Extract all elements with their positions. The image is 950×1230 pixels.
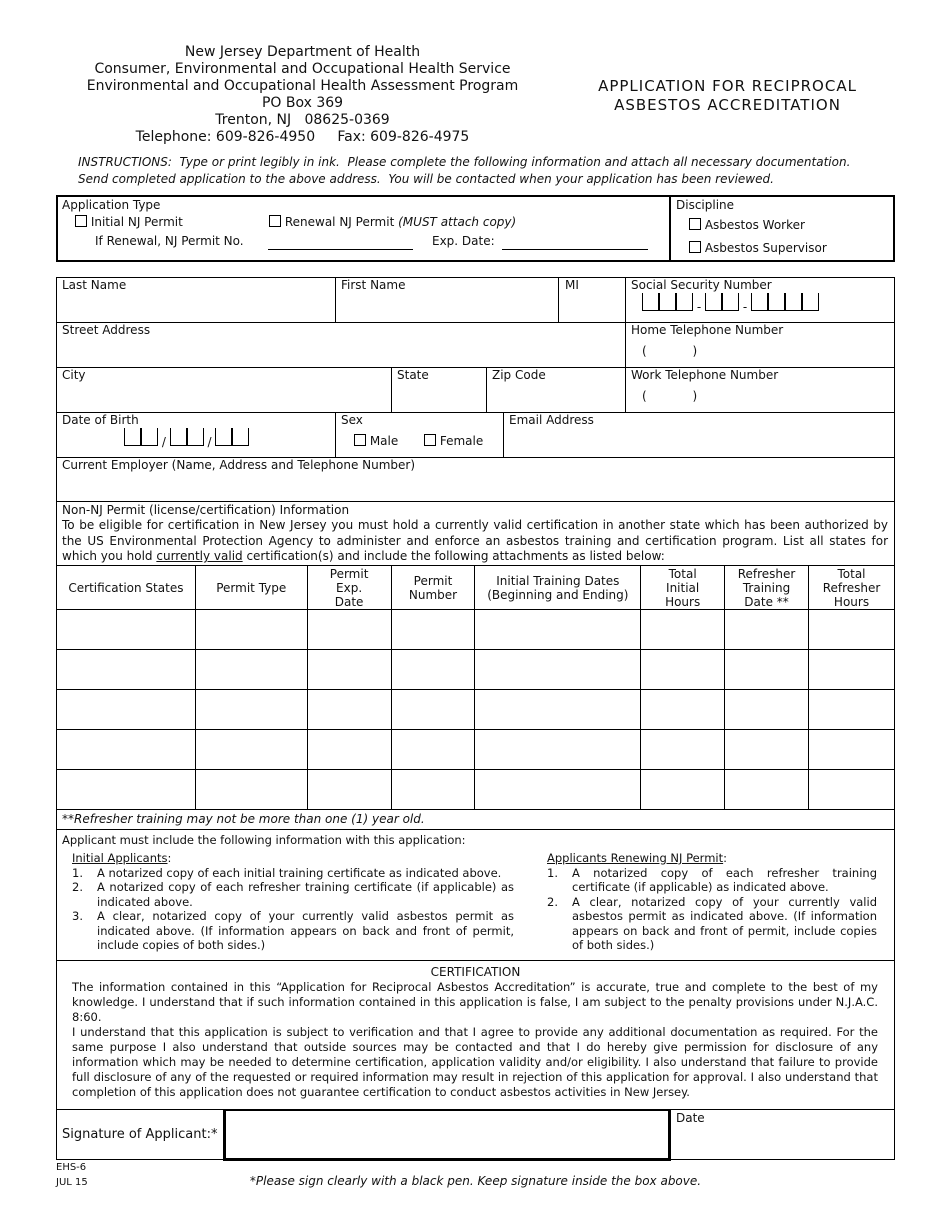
mi-field[interactable]: MI [565,278,579,292]
form-id: EHS-6 [56,1162,87,1173]
sex-label: Sex [341,413,363,427]
table-cell[interactable] [725,770,809,810]
table-header: Permit Number [391,566,475,610]
table-row [57,770,895,810]
ssn-label: Social Security Number [631,278,772,292]
table-cell[interactable] [475,610,641,650]
table-cell[interactable] [809,770,895,810]
non-nj-underlined: currently valid [156,549,243,563]
male-checkbox[interactable] [354,434,366,446]
certification-paragraph: I understand that this application is subject to verification and that I agree to provide any additional documentation as required. For the same purpose I also understand that outside sources may be contacted and that I do hereby give permission for disclosure of any information which may be needed to determine certification, application validity and/or eligibility. I also understand that failure to provide full disclosure of any of the requested or required information may result in rejection of this application for approval. I also understand that completion of this application does not guarantee certification to conduct asbestos activities in New Jersey. [72,1025,878,1099]
renewal-permit-label: Renewal NJ Permit [284,215,395,229]
table-cell[interactable] [475,650,641,690]
table-cell[interactable] [391,770,475,810]
discipline-divider [669,195,671,262]
table-cell[interactable] [809,730,895,770]
certification-text [72,980,878,1100]
home-phone-input[interactable]: ( ) [642,344,698,358]
asbestos-supervisor-option[interactable] [689,241,827,256]
table-cell[interactable] [725,610,809,650]
refresher-note: **Refresher training may not be more than one (1) year old. [62,812,425,826]
table-header: Initial Training Dates (Beginning and Ending) [475,566,641,610]
first-name-field[interactable]: First Name [341,278,406,292]
table-cell[interactable] [725,650,809,690]
table-header: Permit Type [195,566,307,610]
instructions-text: Type or print legibly in ink. Please complete the following information and attach all necessary documentation. Send completed application to the above address. You will be contacted when your application has been reviewed. [78,155,855,186]
zip-code-field[interactable]: Zip Code [492,368,546,382]
last-name-field[interactable]: Last Name [62,278,127,292]
certification-heading: CERTIFICATION [430,965,521,979]
ssn-input[interactable]: - - [642,293,819,314]
table-cell[interactable] [57,690,196,730]
asbestos-worker-label: Asbestos Worker [704,218,805,232]
form-title-line: APPLICATION FOR RECIPROCAL [598,77,857,95]
form-revision: JUL 15 [56,1177,88,1188]
non-nj-heading: Non-NJ Permit (license/certification) Information [62,503,350,517]
table-header: Total Refresher Hours [809,566,895,610]
discipline-label: Discipline [676,198,735,212]
list-item: 1. A notarized copy of each initial training certificate as indicated above. [72,865,502,880]
table-cell[interactable] [809,650,895,690]
agency-line: PO Box 369 [261,95,344,111]
table-cell[interactable] [391,730,475,770]
certification-paragraph: The information contained in this “Application for Reciprocal Asbestos Accreditation” is accurate, true and complete to the best of my knowledge. I understand that if such information contained in this application is false, I am subject to the penalty provisions under N.J.A.C. 8:60. [72,980,878,1024]
signature-label: Signature of Applicant:* [62,1127,218,1142]
col-divider [335,277,336,322]
col-divider [391,367,392,412]
city-field[interactable]: City [62,368,86,382]
non-nj-text-part: certification(s) and include the following attachments as listed below: [242,549,665,563]
renewal-permit-no-label: If Renewal, NJ Permit No. [95,234,244,248]
signature-note: *Please sign clearly with a black pen. Keep signature inside the box above. [249,1174,702,1188]
non-nj-text-part: To be eligible for certification in New Jersey you must hold a currently valid certification in another state which has been authorized by the US Environmental Protection Agency to administer and enforce an asbestos training and certification program. List all states for which you hold [62,518,888,563]
renewal-permit-no-input[interactable] [268,249,413,250]
table-row [57,650,895,690]
col-divider [558,277,559,322]
row-divider [56,501,895,502]
asbestos-supervisor-checkbox[interactable] [689,241,701,253]
asbestos-worker-checkbox[interactable] [689,218,701,230]
initial-permit-label: Initial NJ Permit [90,215,183,229]
list-item: 2. A notarized copy of each refresher training certificate (if applicable) as indicated above. [72,880,514,909]
signature-box[interactable] [223,1109,671,1161]
dob-label: Date of Birth [62,413,139,427]
table-header-row [57,566,895,610]
col-divider [486,367,487,412]
work-phone-input[interactable]: ( ) [642,389,698,403]
table-cell[interactable] [307,650,391,690]
renewal-note: (MUST attach copy) [398,215,517,229]
instructions-lead: INSTRUCTIONS: [78,155,172,169]
table-cell[interactable] [307,730,391,770]
asbestos-worker-option[interactable] [689,218,805,233]
agency-line: New Jersey Department of Health [184,44,421,60]
col-divider [503,412,504,457]
col-divider [335,412,336,457]
table-cell[interactable] [391,690,475,730]
state-field[interactable]: State [397,368,429,382]
work-phone-label: Work Telephone Number [631,368,779,382]
form-title [560,77,895,115]
home-phone-label: Home Telephone Number [631,323,784,337]
renewal-permit-checkbox[interactable] [269,215,281,227]
asbestos-supervisor-label: Asbestos Supervisor [704,241,827,255]
row-divider [56,960,895,961]
street-address-field[interactable]: Street Address [62,323,151,337]
table-cell[interactable] [57,770,196,810]
table-header: Total Initial Hours [641,566,725,610]
list-item: 3. A clear, notarized copy of your currently valid asbestos permit as indicated above. (If information appears on back and front of permit, include copies of both sides.) [72,909,514,952]
table-cell[interactable] [57,610,196,650]
row-divider [56,829,895,830]
table-cell[interactable] [307,770,391,810]
table-cell[interactable] [475,770,641,810]
dob-input[interactable]: / / [124,428,249,449]
initial-permit-checkbox[interactable] [75,215,87,227]
table-row [57,730,895,770]
table-header: Refresher Training Date ** [725,566,809,610]
table-cell[interactable] [195,770,307,810]
attach-intro: Applicant must include the following information with this application: [62,833,466,847]
table-cell[interactable] [307,690,391,730]
table-cell[interactable] [641,730,725,770]
table-cell[interactable] [195,650,307,690]
list-item: 2. A clear, notarized copy of your currently valid asbestos permit as indicated above. (If information appears on back and front of permit, include copies of both sides.) [547,894,877,952]
table-cell[interactable] [195,610,307,650]
table-cell[interactable] [641,770,725,810]
table-cell[interactable] [307,610,391,650]
col-divider [625,277,626,412]
initial-applicants-heading: Initial Applicants [72,851,168,865]
table-cell[interactable] [475,690,641,730]
agency-line: Consumer, Environmental and Occupational Health Service [94,61,511,77]
agency-line: Telephone: 609-826-4950 Fax: 609-826-4975 [135,129,470,145]
table-cell[interactable] [57,650,196,690]
certification-table [56,565,895,810]
table-cell[interactable] [391,650,475,690]
table-cell[interactable] [809,610,895,650]
exp-date-input[interactable] [502,249,648,250]
table-header: Permit Exp. Date [307,566,391,610]
table-header: Certification States [57,566,196,610]
form-title-line: ASBESTOS ACCREDITATION [614,96,841,114]
renewing-applicants-list: Applicants Renewing NJ Permit: 1. A notarized copy of each refresher training certificate (if applicable) as indicated above. 2. A clear, notarized copy of your currently valid asbestos permit as indicated above. (If information appears on back and front of permit, include copies of both sides.) [547,851,877,952]
date-field[interactable]: Date [676,1111,705,1125]
table-cell[interactable] [641,610,725,650]
email-field[interactable]: Email Address [509,413,594,427]
agency-line: Environmental and Occupational Health Assessment Program [86,78,519,94]
table-cell[interactable] [475,730,641,770]
initial-applicants-list: Initial Applicants: 1. A notarized copy of each initial training certificate as indicated above. 2. A notarized copy of each refresher training certificate (if applicable) as indicated above. 3. A clear, notarized copy of your currently valid asbestos permit as indicated above. (If information appears on back and front of permit, include copies of both sides.) [72,851,514,952]
instructions [78,154,878,188]
exp-date-label: Exp. Date: [432,234,495,248]
table-cell[interactable] [641,650,725,690]
renewing-applicants-heading: Applicants Renewing NJ Permit [547,851,724,865]
male-option[interactable] [354,434,398,449]
non-nj-text [62,518,888,565]
female-label: Female [439,434,484,448]
table-cell[interactable] [641,690,725,730]
renewal-permit-option[interactable] [269,215,516,230]
female-option[interactable] [424,434,483,449]
table-row [57,690,895,730]
table-row [57,610,895,650]
application-type-label: Application Type [62,198,161,212]
list-item: 1. A notarized copy of each refresher training certificate (if applicable) as indicated above. [547,865,877,894]
table-cell[interactable] [809,690,895,730]
table-cell[interactable] [725,730,809,770]
table-cell[interactable] [57,730,196,770]
male-label: Male [369,434,399,448]
table-cell[interactable] [391,610,475,650]
table-cell[interactable] [195,690,307,730]
female-checkbox[interactable] [424,434,436,446]
table-cell[interactable] [195,730,307,770]
initial-permit-option[interactable] [75,215,183,230]
table-cell[interactable] [725,690,809,730]
agency-header [70,44,535,146]
current-employer-field[interactable]: Current Employer (Name, Address and Telephone Number) [62,458,416,472]
agency-line: Trenton, NJ 08625-0369 [215,112,390,128]
